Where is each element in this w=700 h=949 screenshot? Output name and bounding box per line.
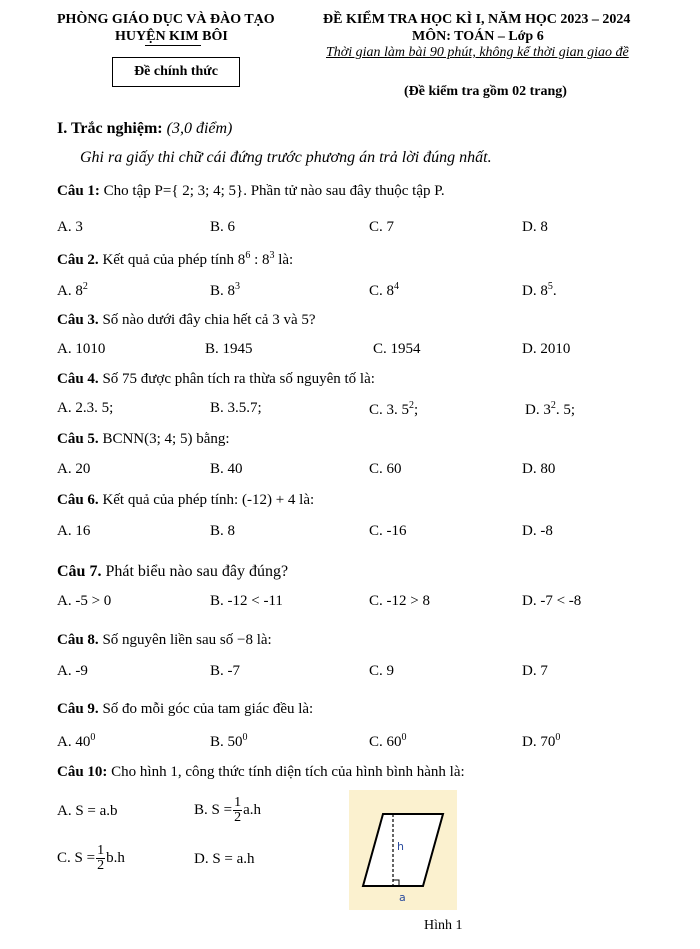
base-label: a xyxy=(399,891,406,904)
q8-option-c: C. 9 xyxy=(369,663,395,679)
question-4: Câu 4. Số 75 được phân tích ra thừa số nguyên tố là: xyxy=(57,371,375,387)
q3-option-b: B. 1945 xyxy=(205,341,253,357)
figure-caption: Hình 1 xyxy=(424,918,463,933)
district-name: HUYỆN KIM BÔI xyxy=(115,29,228,44)
q7-option-d: D. -7 < -8 xyxy=(522,593,582,609)
question-9: Câu 9. Số đo mỗi góc của tam giác đều là: xyxy=(57,701,314,717)
q9-option-c: C. $60^0$ xyxy=(369,732,407,750)
time-note: Thời gian làm bài 90 phút, không kể thời gian giao đề xyxy=(326,45,629,60)
q6-option-b: B. 8 xyxy=(210,523,236,539)
q9-option-b: B. $50^0$ xyxy=(210,732,248,750)
q6-option-d: D. -8 xyxy=(522,523,553,539)
q10-option-a: A. S = a.b xyxy=(57,803,118,819)
official-badge: Đề chính thức xyxy=(112,57,240,87)
q4-option-c: C. 3. $5^2$; xyxy=(369,400,419,418)
q2-option-a: A. $8^2$ xyxy=(57,281,88,299)
question-3: Câu 3. Số nào dưới đây chia hết cả 3 và 5? xyxy=(57,312,316,328)
q3-option-c: C. 1954 xyxy=(373,341,421,357)
q3-option-d: D. 2010 xyxy=(522,341,571,357)
q9-option-d: D. $70^0$ xyxy=(522,732,561,750)
q7-option-a: A. -5 > 0 xyxy=(57,593,112,609)
parallelogram-diagram xyxy=(349,790,457,910)
header-underline-left xyxy=(145,45,201,46)
q1-option-d: D. 8 xyxy=(522,219,548,235)
q5-option-b: B. 40 xyxy=(210,461,243,477)
dept-name: PHÒNG GIÁO DỤC VÀ ĐÀO TẠO xyxy=(57,12,275,27)
question-5: Câu 5. BCNN(3; 4; 5) bằng: xyxy=(57,431,230,447)
q8-option-a: A. -9 xyxy=(57,663,88,679)
pages-note: (Đề kiểm tra gồm 02 trang) xyxy=(404,84,567,99)
q1-option-c: C. 7 xyxy=(369,219,395,235)
height-label: h xyxy=(397,840,404,853)
q10-option-c: C. S = $\frac{1}{2}$ b.h xyxy=(57,843,125,873)
q2-option-c: C. $8^4$ xyxy=(369,281,400,299)
q5-option-c: C. 60 xyxy=(369,461,402,477)
exam-title: ĐỀ KIỂM TRA HỌC KÌ I, NĂM HỌC 2023 – 2024 xyxy=(323,12,631,27)
q10-option-b: B. S = $\frac{1}{2}$ a.h xyxy=(194,795,261,825)
question-8: Câu 8. Số nguyên liền sau số −8 là: xyxy=(57,632,272,648)
q1-option-b: B. 6 xyxy=(210,219,236,235)
q10-option-d: D. S = a.h xyxy=(194,851,255,867)
question-1: Câu 1: Cho tập P={ 2; 3; 4; 5}. Phần tử nào sau đây thuộc tập P. xyxy=(57,183,445,199)
section-title: I. Trắc nghiệm: (3,0 điểm) xyxy=(57,120,233,137)
q1-option-a: A. 3 xyxy=(57,219,83,235)
section-instruction: Ghi ra giấy thi chữ cái đứng trước phương án trả lời đúng nhất. xyxy=(80,149,492,166)
q7-option-c: C. -12 > 8 xyxy=(369,593,430,609)
q9-option-a: A. $40^0$ xyxy=(57,732,96,750)
q7-option-b: B. -12 < -11 xyxy=(210,593,283,609)
question-10: Câu 10: Cho hình 1, công thức tính diện tích của hình bình hành là: xyxy=(57,764,465,780)
question-2: Câu 2. Kết quả của phép tính $8^6$ : $8^3$ là: xyxy=(57,250,294,268)
question-6: Câu 6. Kết quả của phép tính: (-12) + 4 là: xyxy=(57,492,315,508)
q5-option-a: A. 20 xyxy=(57,461,91,477)
q2-option-b: B. $8^3$ xyxy=(210,281,241,299)
q3-option-a: A. 1010 xyxy=(57,341,106,357)
parallelogram-figure xyxy=(349,790,457,910)
subject-line: MÔN: TOÁN – Lớp 6 xyxy=(412,29,544,44)
q4-option-a: A. 2.3. 5; xyxy=(57,400,114,416)
question-7: Câu 7. Phát biểu nào sau đây đúng? xyxy=(57,563,289,580)
q2-option-d: D. $8^5$. xyxy=(522,281,557,299)
q6-option-c: C. -16 xyxy=(369,523,407,539)
q5-option-d: D. 80 xyxy=(522,461,556,477)
q4-option-b: B. 3.5.7; xyxy=(210,400,262,416)
q6-option-a: A. 16 xyxy=(57,523,91,539)
q8-option-d: D. 7 xyxy=(522,663,548,679)
q8-option-b: B. -7 xyxy=(210,663,240,679)
q4-option-d: D. $3^2$. 5; xyxy=(525,400,576,418)
